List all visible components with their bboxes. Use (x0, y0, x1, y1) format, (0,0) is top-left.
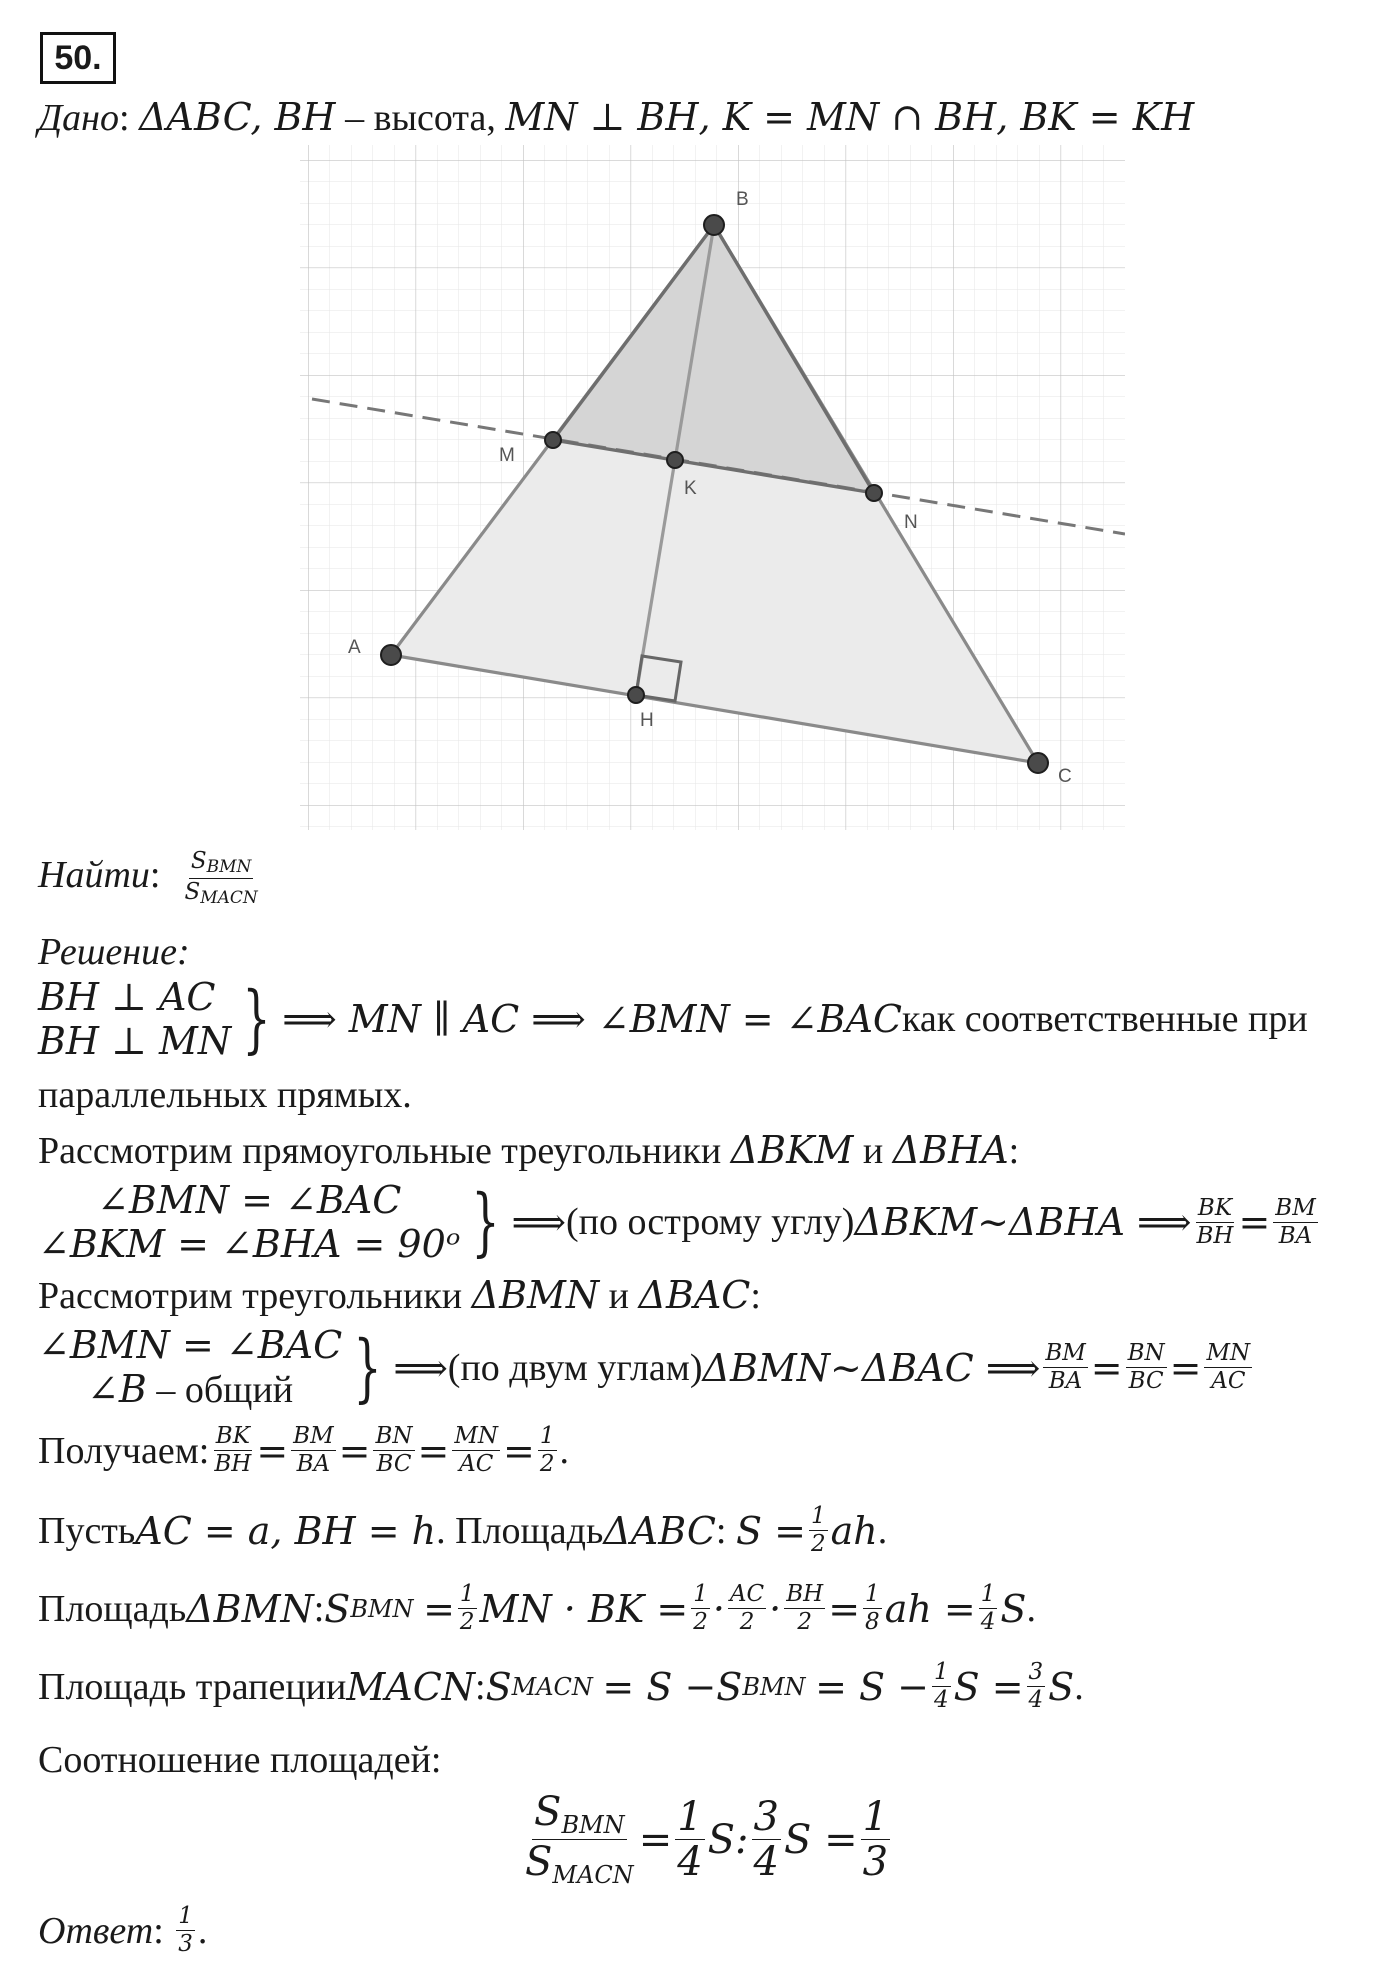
step3-intro-a: Рассмотрим треугольники (38, 1275, 472, 1317)
point-a (381, 645, 401, 665)
step5-m3: S = (735, 1508, 806, 1553)
step8-nd: S (525, 1839, 553, 1885)
given-label: Дано (38, 97, 120, 139)
step4-line: Получаем: $\frac{BK}{BH}$ = $\frac{BM}{BA}$ = $\frac{BN}{BC}$ = $\frac{MN}{AC}$ = $\frac{1}{2}$ . (38, 1423, 570, 1477)
step3-m1: ⟹ (393, 1345, 448, 1390)
step4-label: Получаем: (38, 1429, 210, 1472)
label-h: H (640, 710, 654, 731)
step6-dot1: · (712, 1586, 725, 1631)
find-line: Найти: $\frac{S_{BMN}}{S_{MACN}}$ (38, 848, 258, 908)
step2-m1: ⟹ (511, 1200, 566, 1244)
label-c: C (1058, 766, 1072, 787)
step6-frac6: $\frac{1}{4}$ (980, 1581, 996, 1635)
step6-a: Площадь (38, 1587, 187, 1630)
answer-fraction: $\frac{1}{3}$ (178, 1903, 193, 1957)
answer-end: . (197, 1909, 208, 1952)
step6-m3: MN · BK = (479, 1586, 689, 1631)
step2-eq: = (1238, 1200, 1271, 1244)
find-den-sub: MACN (200, 888, 258, 908)
step2-intro-m2: ΔBHA (892, 1128, 1009, 1172)
step2-sys2: ∠BKM = ∠BHA = 90ᵒ (38, 1222, 461, 1266)
step7-line (38, 1661, 1084, 1712)
step8-frac3: $\frac{1}{3}$ (862, 1794, 889, 1885)
step3-frac2: $\frac{BN}{BC}$ (1127, 1340, 1165, 1394)
step6-frac1: $\frac{1}{2}$ (459, 1581, 475, 1635)
step7-end: . (1074, 1665, 1084, 1708)
solution-label-line: Решение: (38, 931, 190, 973)
step3-intro-m1: ΔBMN (471, 1273, 600, 1317)
step2-system (38, 1178, 460, 1266)
point-c (1028, 753, 1048, 773)
step3-brace: } (353, 1324, 382, 1411)
step6-frac5: $\frac{1}{8}$ (865, 1581, 880, 1635)
step6-frac4: $\frac{BH}{2}$ (786, 1581, 824, 1635)
step3-sys2b: – общий (146, 1369, 294, 1411)
point-h (628, 687, 644, 703)
step1-brace: } (242, 976, 271, 1062)
step8-frac1: $\frac{1}{4}$ (677, 1794, 703, 1885)
step6-m2: = (423, 1586, 455, 1631)
step6-end: . (1026, 1587, 1036, 1630)
answer-colon: : (153, 1909, 164, 1952)
step7-m1: MACN (346, 1664, 476, 1709)
label-k: K (684, 478, 697, 499)
step3-intro-b: и (599, 1275, 639, 1317)
solution-label: Решение (38, 931, 177, 973)
step7-s2-sub: BMN (742, 1672, 806, 1701)
step3-frac3: $\frac{MN}{AC}$ (1206, 1340, 1251, 1394)
step3-line: ∠BMN = ∠BAC ∠B – общий } ⟹ (по двум углам) ΔBMN~ΔBAC ⟹ $\frac{BM}{BA}$ = $\frac{BN}{BC}$ = $\frac{MN}{AC}$ (38, 1323, 1251, 1411)
label-b: B (736, 189, 749, 210)
step5-end: . (877, 1509, 888, 1552)
answer-label: Ответ (38, 1909, 154, 1952)
find-fraction (182, 850, 259, 907)
step7-m3: = S − (815, 1664, 929, 1709)
step3-text: (по двум углам) (447, 1346, 703, 1389)
step7-s2: S (716, 1664, 743, 1709)
step2-text: (по острому углу) (565, 1201, 855, 1243)
step4-frac3: $\frac{BN}{BC}$ (375, 1423, 413, 1477)
step6-frac3: $\frac{AC}{2}$ (729, 1581, 765, 1635)
step7-b: : (475, 1665, 486, 1708)
step4-frac2: $\frac{BM}{BA}$ (293, 1423, 334, 1477)
point-m (545, 432, 561, 448)
step5-frac: $\frac{1}{2}$ (810, 1503, 826, 1557)
step7-frac2: $\frac{3}{4}$ (1028, 1659, 1044, 1713)
step5-m1: AC = a, BH = h (135, 1508, 437, 1553)
step1-sys2: BH ⊥ MN (38, 1019, 232, 1063)
step2-m2: ΔBKM~ΔBHA ⟹ (854, 1200, 1192, 1244)
step5-c: : (715, 1509, 727, 1552)
given-math-1: ΔABC, BH (139, 95, 336, 139)
step8-m1: S: (707, 1816, 749, 1863)
step5-b: . Площадь (436, 1509, 604, 1552)
step7-s1: S (485, 1664, 512, 1709)
step2-sys1: ∠BMN = ∠BAC (97, 1178, 402, 1222)
geometry-figure (300, 145, 1125, 830)
step7-m5: S (1048, 1664, 1075, 1709)
step1-text: как соответственные при (902, 998, 1308, 1040)
step8-eq1: = (638, 1816, 673, 1863)
step8-m2: S = (784, 1816, 858, 1863)
step3-intro-m2: ΔBAC (638, 1273, 751, 1317)
point-n (866, 485, 882, 501)
step7-s1-sub: MACN (511, 1672, 593, 1701)
step3-sys2a: ∠B (87, 1367, 147, 1411)
step5-a: Пусть (38, 1509, 136, 1552)
step8-frac2: $\frac{3}{4}$ (753, 1794, 779, 1885)
step2-intro-c: : (1008, 1130, 1020, 1172)
step3-m2: ΔBMN~ΔBAC ⟹ (702, 1345, 1041, 1390)
given-math-2: MN ⊥ BH, K = MN ∩ BH, BK = KH (505, 95, 1195, 139)
step1-cont: параллельных прямых. (38, 1074, 412, 1116)
step7-m2: = S − (602, 1664, 717, 1709)
step2-intro-b: и (853, 1130, 893, 1172)
label-m: M (499, 445, 515, 466)
step6-dot2: · (769, 1586, 782, 1631)
problem-number: 50. (40, 32, 116, 84)
step7-m4: S = (953, 1664, 1024, 1709)
step6-b: : (313, 1587, 325, 1630)
step2-line (38, 1178, 1321, 1266)
step8-nd-sub: MACN (552, 1861, 634, 1889)
step1-sys1: BH ⊥ AC (38, 975, 216, 1019)
step2-brace: } (471, 1179, 501, 1265)
step8-ratio (523, 1789, 636, 1889)
step2-intro (38, 1128, 1019, 1173)
step2-frac1: $\frac{BK}{BH}$ (1196, 1194, 1234, 1249)
step6-s-sub: BMN (350, 1594, 414, 1623)
step4-frac1: $\frac{BK}{BH}$ (214, 1423, 252, 1477)
step3-frac1: $\frac{BM}{BA}$ (1045, 1340, 1086, 1394)
step7-frac1: $\frac{1}{4}$ (933, 1659, 949, 1713)
point-k (667, 452, 683, 468)
step5-line (38, 1505, 887, 1556)
given-text: – высота, (335, 97, 506, 139)
step2-intro-m1: ΔBKM (730, 1128, 854, 1172)
find-num-sub: BMN (206, 857, 252, 877)
step3-intro-c: : (750, 1275, 761, 1317)
step8-formula (520, 1789, 893, 1889)
step1-math: ⟹ MN ∥ AC ⟹ ∠BMN = ∠BAC (282, 997, 903, 1041)
step3-sys1: ∠BMN = ∠BAC (38, 1323, 343, 1367)
step7-a: Площадь трапеции (38, 1665, 347, 1708)
label-n: N (904, 512, 918, 533)
step6-frac2: $\frac{1}{2}$ (693, 1581, 708, 1635)
label-a: A (348, 637, 361, 658)
point-b (704, 215, 724, 235)
step6-line (38, 1583, 1036, 1634)
find-num: S (190, 848, 207, 874)
step1-system (38, 975, 231, 1063)
step8-label: Соотношение площадей: (38, 1739, 442, 1781)
find-den: S (184, 879, 201, 905)
step6-s: S (324, 1586, 351, 1631)
step6-m5: S (1000, 1586, 1027, 1631)
step4-frac5: $\frac{1}{2}$ (539, 1423, 555, 1477)
step1-line (38, 975, 1308, 1063)
step5-m4: ah (830, 1508, 878, 1553)
step2-intro-a: Рассмотрим прямоугольные треугольники (38, 1130, 731, 1172)
step8-nn-sub: BMN (561, 1811, 625, 1839)
step3-intro (38, 1273, 761, 1318)
step2-frac2: $\frac{BM}{BA}$ (1275, 1194, 1316, 1249)
find-label: Найти (38, 854, 150, 897)
step3-system (38, 1323, 342, 1412)
step8-nn: S (534, 1789, 562, 1835)
given-line: Дано: ΔABC, BH – высота, MN ⊥ BH, K = MN ∩ BH, BK = KH (38, 95, 1195, 139)
step4-end: . (559, 1429, 570, 1472)
answer-line (38, 1905, 207, 1956)
step6-m4: ah = (884, 1586, 976, 1631)
step4-frac4: $\frac{MN}{AC}$ (454, 1423, 499, 1477)
step6-m1: ΔBMN (186, 1586, 314, 1631)
step5-m2: ΔABC (603, 1508, 716, 1553)
step6-eq: = (828, 1586, 861, 1631)
